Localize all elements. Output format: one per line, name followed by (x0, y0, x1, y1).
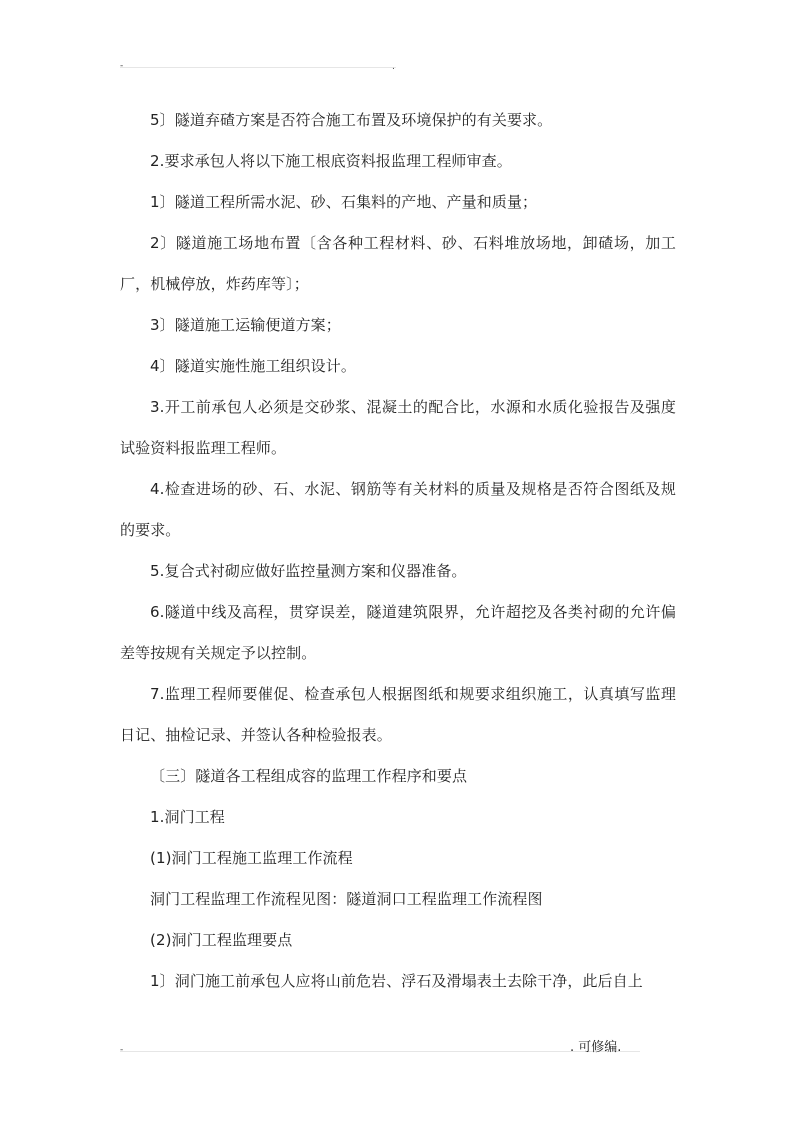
footer-left-mark: - (120, 1045, 124, 1055)
footer-editable-note: . 可修编. (570, 1040, 622, 1055)
paragraph: 2〕隧道施工场地布置〔含各种工程材料、砂、石料堆放场地，卸碴场，加工厂，机械停放，炸药库等〕； (120, 234, 676, 293)
document-body (120, 100, 676, 1002)
paragraph: 3.开工前承包人必须是交砂浆、混凝土的配合比，水源和水质化验报告及强度试验资料报监理工程师。 (120, 398, 676, 457)
paragraph: 5〕隧道弃碴方案是否符合施工布置及环境保护的有关要求。 (150, 111, 553, 129)
paragraph: 1〕洞门施工前承包人应将山前危岩、浮石及滑塌表土去除干净，此后自上 (150, 972, 643, 990)
paragraph: 7.监理工程师要催促、检查承包人根据图纸和规要求组织施工，认真填写监理日记、抽检记录、并签认各种检验报表。 (120, 685, 676, 744)
paragraph: 洞门工程监理工作流程见图：隧道洞口工程监理工作流程图 (150, 890, 543, 908)
paragraph: 1〕隧道工程所需水泥、砂、石集料的产地、产量和质量； (150, 193, 538, 211)
paragraph: 2.要求承包人将以下施工根底资料报监理工程师审查。 (150, 152, 512, 170)
paragraph: 3〕隧道施工运输便道方案； (150, 316, 341, 334)
paragraph: 6.隧道中线及高程，贯穿误差，隧道建筑限界，允许超挖及各类衬砌的允许偏差等按规有关规定予以控制。 (120, 603, 676, 662)
paragraph: 5.复合式衬砌应做好监控量测方案和仪器准备。 (150, 562, 467, 580)
paragraph: 4〕隧道实施性施工组织设计。 (150, 357, 356, 375)
subsection-heading: 1.洞门工程 (150, 808, 225, 826)
section-heading: 〔三〕隧道各工程组成容的监理工作程序和要点 (150, 767, 468, 785)
header-rule (120, 67, 396, 68)
subsection-heading: (2)洞门工程监理要点 (150, 931, 293, 949)
header-left-mark: - (120, 61, 124, 71)
header-right-mark: . (392, 62, 395, 72)
paragraph: 4.检查进场的砂、石、水泥、钢筋等有关材料的质量及规格是否符合图纸及规的要求。 (120, 480, 676, 539)
subsection-heading: (1)洞门工程施工监理工作流程 (150, 849, 353, 867)
footer-rule (120, 1051, 640, 1052)
